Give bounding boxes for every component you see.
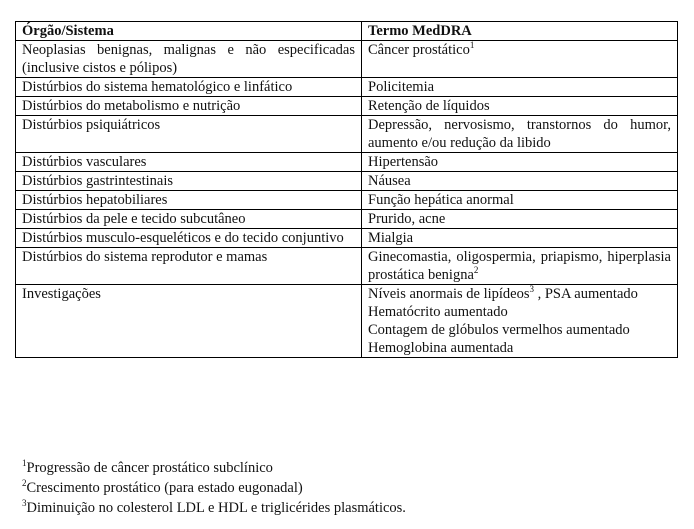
meddra-term [368,210,671,228]
adverse-reactions-table [15,21,678,358]
table-row [16,153,678,172]
organ-system-cell: Distúrbios do sistema hematológico e linfático [16,78,362,97]
organ-system-cell: Distúrbios do sistema reprodutor e mamas [16,248,362,285]
meddra-term [368,172,671,190]
meddra-term [368,97,671,115]
organ-system-cell: Distúrbios gastrintestinais [16,172,362,191]
table-row [16,191,678,210]
meddra-term-cell [362,97,678,116]
meddra-term [368,41,671,59]
meddra-term [368,321,671,339]
meddra-term-text: Náusea [368,173,411,189]
footnote-text: Diminuição no colesterol LDL e HDL e triglicérides plasmáticos. [26,500,406,516]
meddra-term-cell [362,78,678,97]
organ-system-cell: Distúrbios hepatobiliares [16,191,362,210]
meddra-term-cell [362,41,678,78]
table-row [16,210,678,229]
meddra-term-text: Prurido, acne [368,211,446,227]
meddra-term [368,248,671,284]
meddra-term-text: Ginecomastia, oligospermia, priapismo, hiperplasia prostática benigna [368,249,671,283]
organ-system-cell: Investigações [16,285,362,358]
meddra-term-text: Hematócrito aumentado [368,304,508,320]
meddra-term-text: Função hepática anormal [368,192,514,208]
table-row [16,116,678,153]
meddra-term-text: Níveis anormais de lipídeos [368,286,530,302]
meddra-term-text: Policitemia [368,79,435,95]
table-row [16,78,678,97]
organ-system-cell: Distúrbios musculo-esqueléticos e do tecido conjuntivo [16,229,362,248]
footnote [22,498,406,518]
table-row [16,229,678,248]
meddra-term-text: Câncer prostático [368,42,470,58]
footnote-reference: 1 [469,40,475,50]
organ-system-cell: Distúrbios do metabolismo e nutrição [16,97,362,116]
meddra-term [368,153,671,171]
organ-system-cell: Neoplasias benignas, malignas e não especificadas (inclusive cistos e pólipos) [16,41,362,78]
table-body [16,41,678,358]
meddra-term-cell [362,229,678,248]
table-row [16,41,678,78]
footnote-mark: 2 [22,478,27,488]
meddra-term-text: Hemoglobina aumentada [368,340,514,356]
meddra-term-cell [362,210,678,229]
table-header-row [16,22,678,41]
meddra-term-cell [362,191,678,210]
footnote-text: Progressão de câncer prostático subclínico [26,460,273,476]
organ-system-cell: Distúrbios vasculares [16,153,362,172]
meddra-term-cell [362,153,678,172]
footnote-reference: 2 [473,265,479,275]
meddra-term-cell [362,248,678,285]
meddra-term-cell [362,116,678,153]
organ-system-cell: Distúrbios psiquiátricos [16,116,362,153]
meddra-term [368,116,671,152]
table-row [16,97,678,116]
meddra-term [368,191,671,209]
footnote [22,458,406,478]
footnote-reference: 3 [529,284,534,294]
footnote [22,478,406,498]
meddra-term-text: Hipertensão [368,154,439,170]
meddra-term [368,78,671,96]
footnote-mark: 3 [22,498,27,508]
footnote-text: Crescimento prostático (para estado eugonadal) [26,480,303,496]
meddra-term [368,303,671,321]
organ-system-cell: Distúrbios da pele e tecido subcutâneo [16,210,362,229]
table-row [16,248,678,285]
meddra-term-text: Retenção de líquidos [368,98,490,114]
header-meddra-term: Termo MedDRA [362,22,678,41]
header-organ-system: Órgão/Sistema [16,22,362,41]
table-row [16,172,678,191]
meddra-term-text: Contagem de glóbulos vermelhos aumentado [368,322,630,338]
meddra-term-cell [362,285,678,358]
meddra-term [368,229,671,247]
meddra-term-continuation: , PSA aumentado [533,286,638,302]
footnote-mark: 1 [22,458,27,468]
meddra-term-text: Depressão, nervosismo, transtornos do humor, aumento e/ou redução da libido [368,117,671,151]
footnotes [22,458,406,518]
table-row [16,285,678,358]
meddra-term [368,339,671,357]
meddra-term-cell [362,172,678,191]
meddra-term-text: Mialgia [368,230,414,246]
meddra-term [368,285,671,303]
